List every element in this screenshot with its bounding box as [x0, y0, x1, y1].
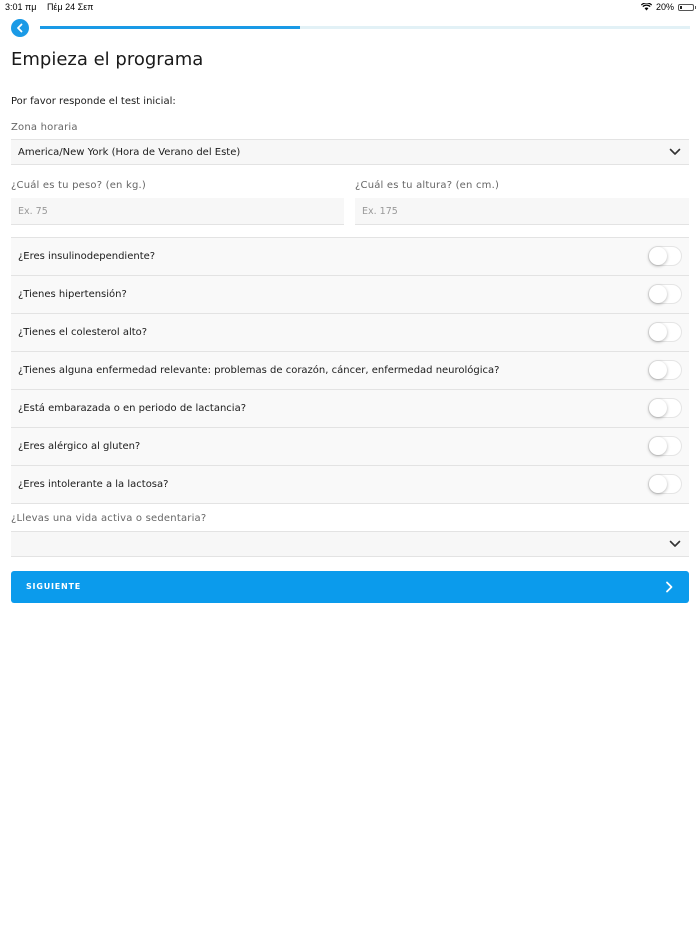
status-bar: [0, 0, 700, 14]
question-row-gluten: [11, 428, 689, 466]
question-row-cholesterol: [11, 314, 689, 352]
wifi-icon: [641, 3, 652, 11]
status-time: 3:01 πμ: [5, 2, 37, 12]
toggle-knob: [649, 399, 667, 417]
next-button[interactable]: [11, 571, 689, 603]
battery-level: [680, 6, 682, 9]
toggle-knob: [649, 475, 667, 493]
progress-fill: [40, 26, 300, 29]
question-label: ¿Tienes hipertensión?: [18, 289, 127, 300]
question-label: ¿Tienes alguna enfermedad relevante: problemas de corazón, cáncer, enfermedad neurológica?: [18, 365, 500, 376]
question-row-insulin: [11, 238, 689, 276]
question-row-hypertension: [11, 276, 689, 314]
hypertension-toggle[interactable]: [648, 284, 682, 304]
question-row-pregnancy: [11, 390, 689, 428]
question-row-lactose: [11, 466, 689, 504]
weight-label: ¿Cuál es tu peso? (en kg.): [11, 180, 146, 191]
toggle-knob: [649, 247, 667, 265]
gluten-toggle[interactable]: [648, 436, 682, 456]
status-left: [5, 2, 93, 12]
question-label: ¿Está embarazada o en periodo de lactancia?: [18, 403, 247, 414]
next-button-label: SIGUIENTE: [26, 582, 82, 591]
chevron-right-icon: [664, 581, 674, 593]
weight-input[interactable]: [11, 198, 344, 225]
toggle-knob: [649, 437, 667, 455]
toggle-knob: [649, 323, 667, 341]
status-date: Πέμ 24 Σεπ: [46, 2, 94, 12]
question-label: ¿Tienes el colesterol alto?: [18, 327, 148, 338]
activity-select[interactable]: [11, 531, 689, 557]
cholesterol-toggle[interactable]: [648, 322, 682, 342]
timezone-select[interactable]: [11, 139, 689, 165]
activity-label: ¿Llevas una vida activa o sedentaria?: [11, 513, 207, 524]
height-input[interactable]: [355, 198, 689, 225]
battery-icon: [678, 4, 694, 11]
toggle-knob: [649, 361, 667, 379]
height-label: ¿Cuál es tu altura? (en cm.): [355, 180, 500, 191]
disease-toggle[interactable]: [648, 360, 682, 380]
pregnancy-toggle[interactable]: [648, 398, 682, 418]
chevron-left-icon: [15, 23, 25, 33]
progress-bar: [40, 26, 690, 29]
question-label: ¿Eres intolerante a la lactosa?: [18, 479, 169, 490]
lactose-toggle[interactable]: [648, 474, 682, 494]
question-label: ¿Eres alérgico al gluten?: [18, 441, 141, 452]
status-right: [641, 2, 694, 12]
back-button[interactable]: [11, 19, 29, 37]
timezone-value: America/New York (Hora de Verano del Este): [18, 147, 241, 158]
battery-percent: 20%: [655, 2, 674, 12]
toggle-knob: [649, 285, 667, 303]
timezone-label: Zona horaria: [11, 122, 78, 133]
chevron-down-icon: [669, 146, 681, 158]
question-label: ¿Eres insulinodependiente?: [18, 251, 156, 262]
intro-text: Por favor responde el test inicial:: [11, 96, 176, 107]
chevron-down-icon: [669, 538, 681, 550]
question-list: [11, 237, 689, 504]
insulin-toggle[interactable]: [648, 246, 682, 266]
page-title: Empieza el programa: [11, 49, 204, 70]
question-row-disease: [11, 352, 689, 390]
